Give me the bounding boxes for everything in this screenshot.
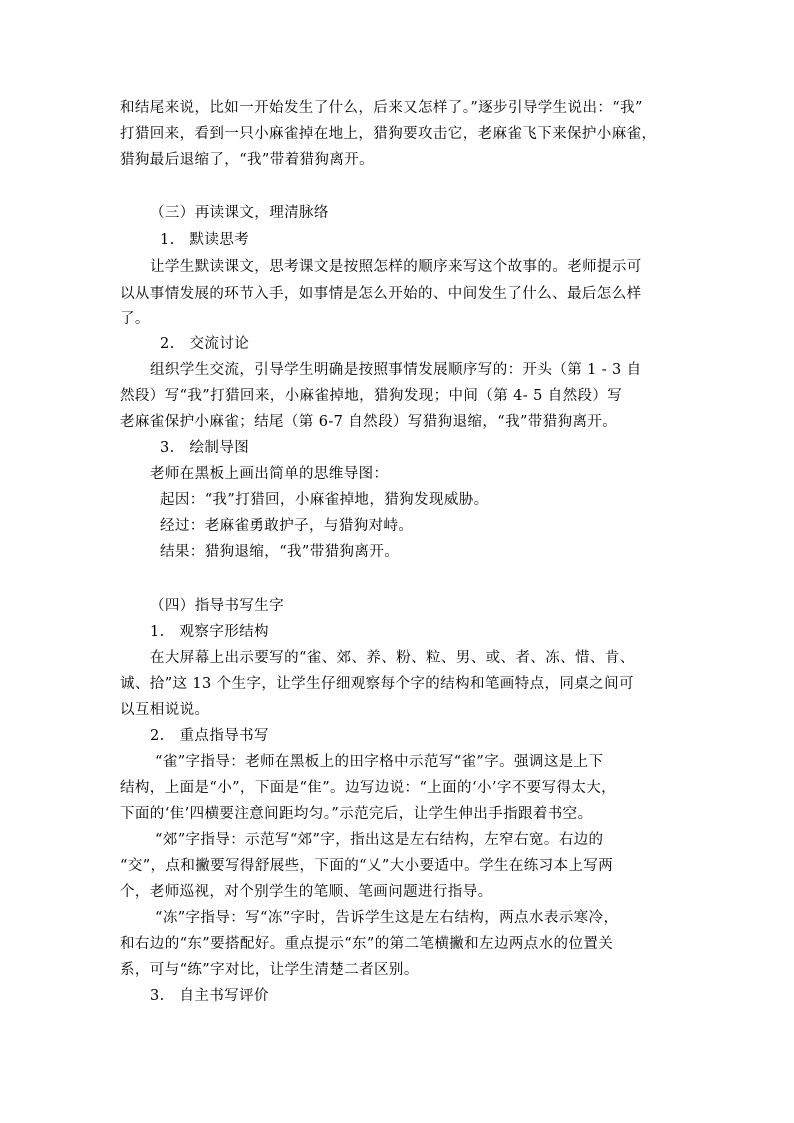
section-heading: （三）再读课文，理清脉络 [150,205,329,221]
paragraph-line: “冻”字指导：写“冻”字时，告诉学生这是左右结构，两点水表示寒冷， [155,910,619,926]
paragraph-line: 个，老师巡视，对个别学生的笔顺、笔画问题进行指导。 [120,884,493,900]
paragraph-line: 然段）写“我”打猎回来，小麻雀掉地，猎狗发现；中间（第 4- 5 自然段）写 [120,388,623,404]
paragraph-line: 诚、拾”这 13 个生字，让学生仔细观察每个字的结构和笔画特点，同桌之间可 [120,676,634,692]
section-heading: （四）指导书写生字 [150,598,285,614]
intro-line: 和结尾来说，比如一开始发生了什么，后来又怎样了。”逐步引导学生说出：“我” [120,100,643,116]
paragraph-line: 老麻雀保护小麻雀；结尾（第 6-7 自然段）写猎狗退缩，“我”带猎狗离开。 [120,414,618,430]
subsection-title: 3. 绘制导图 [160,440,250,456]
subsection-title: 2. 重点指导书写 [150,728,269,744]
paragraph-line: 让学生默读课文，思考课文是按照怎样的顺序来写这个故事的。老师提示可 [150,259,642,275]
mindmap-item: 经过：老麻雀勇敢护子，与猎狗对峙。 [160,518,414,534]
paragraph-line: “郊”字指导：示范写“郊”字，指出这是左右结构，左窄右宽。右边的 [155,832,604,848]
mindmap-item: 结果：猎狗退缩，“我”带猎狗离开。 [160,544,400,560]
intro-line: 打猎回来，看到一只小麻雀掉在地上，猎狗要攻击它，老麻雀飞下来保护小麻雀， [120,126,657,142]
subsection-title: 2. 交流讨论 [160,336,250,352]
paragraph-line: “交”，点和撇要写得舒展些，下面的“乂”大小要适中。学生在练习本上写两 [120,858,614,874]
paragraph-line: 和右边的“东”要搭配好。重点提示“东”的第二笔横撇和左边两点水的位置关 [120,936,614,952]
paragraph-line: 结构，上面是“小”，下面是“隹”。边写边说：“上面的‘小’字不要写得太大， [120,780,617,796]
subsection-title: 1. 观察字形结构 [150,624,269,640]
mindmap-item: 起因：“我”打猎回，小麻雀掉地，猎狗发现威胁。 [160,492,489,508]
intro-line: 猎狗最后退缩了，“我”带着猎狗离开。 [120,152,375,168]
paragraph-line: 系，可与“练”字对比，让学生清楚二者区别。 [120,962,419,978]
subsection-title: 3. 自主书写评价 [150,988,269,1004]
paragraph-line: 下面的‘隹’四横要注意间距均匀。”示范完后，让学生伸出手指跟着书空。 [120,806,593,822]
paragraph-line: 老师在黑板上画出简单的思维导图： [150,466,389,482]
paragraph-line: 在大屏幕上出示要写的“雀、郊、养、粉、粒、男、或、者、冻、惜、肯、 [150,650,635,666]
subsection-title: 1. 默读思考 [160,232,250,248]
paragraph-line: 了。 [120,311,150,327]
paragraph-line: 以互相说说。 [120,702,210,718]
paragraph-line: 组织学生交流，引导学生明确是按照事情发展顺序写的：开头（第 1 - 3 自 [150,362,642,378]
paragraph-line: 以从事情发展的环节入手，如事情是怎么开始的、中间发生了什么、最后怎么样 [120,286,642,302]
paragraph-line: “雀”字指导：老师在黑板上的田字格中示范写“雀”字。强调这是上下 [155,754,604,770]
